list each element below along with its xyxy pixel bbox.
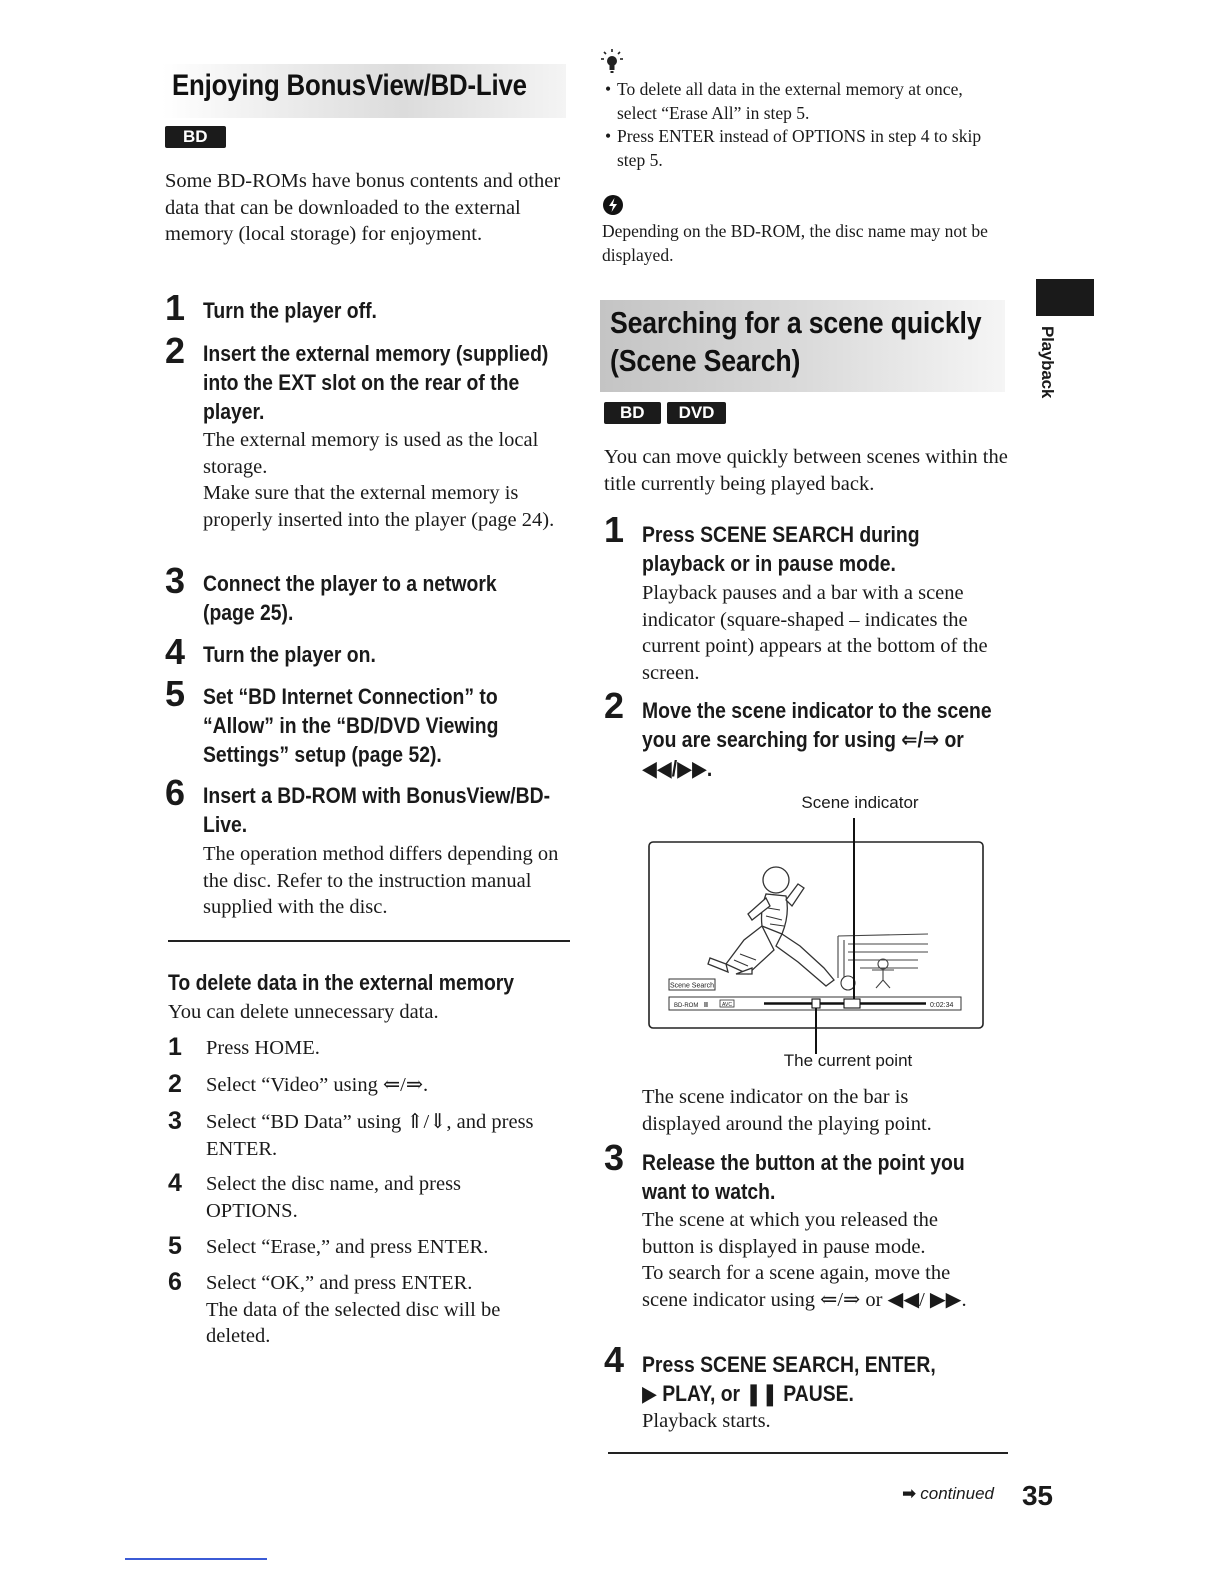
scene-search-figure [648, 818, 986, 1064]
bd-badge: BD [604, 402, 661, 424]
continued-label: continued [920, 1484, 994, 1503]
osd-scene-search-label: Scene Search [670, 982, 714, 990]
section-title-bonusview: Enjoying BonusView/BD-Live [162, 64, 566, 118]
scene-search-illustration [648, 818, 986, 1064]
dvd-badge: DVD [667, 402, 727, 424]
osd-mode: AVC [722, 1002, 732, 1008]
hint-icon [600, 48, 624, 76]
scene-indicator-marker [844, 999, 860, 1008]
osd-time: 0:02:34 [930, 1002, 954, 1009]
current-point-label: The current point [783, 1051, 913, 1070]
tip-2: • Press ENTER instead of OPTIONS in step 4 to skip step 5. [605, 126, 982, 170]
delete-intro: You can delete unnecessary data. [168, 1001, 439, 1023]
delete-heading: To delete data in the external memory [168, 970, 515, 995]
scene-indicator-label: Scene indicator [801, 793, 919, 812]
arrow-right-icon: ➡ [902, 1484, 917, 1503]
osd-disc-type: BD-ROM [674, 1003, 699, 1009]
side-tab-label: Playback [1038, 326, 1057, 399]
bd-badge: BD [165, 126, 232, 148]
caution-icon [602, 194, 624, 216]
osd-pause-mark: II [704, 1002, 708, 1009]
footer-line [125, 1558, 267, 1560]
continued-marker [902, 1484, 1014, 1510]
page-number: 35 [1022, 1480, 1053, 1511]
divider [168, 940, 570, 942]
bonusview-intro: Some BD-ROMs have bonus contents and other data that can be downloaded to the external memory (local storage) for enjoyment. [165, 170, 561, 245]
format-badges [604, 402, 732, 424]
side-tab-block [1036, 279, 1094, 316]
bottom-divider [608, 1452, 1008, 1454]
scene-search-intro: You can move quickly between scenes within the title currently being played back. [604, 446, 1008, 495]
section-title-scene-search: Searching for a scene quickly (Scene Search) [600, 300, 1005, 392]
tip-1: • To delete all data in the external memory at once, select “Erase All” in step 5. [605, 79, 963, 123]
figure-caption: The scene indicator on the bar is displayed around the playing point. [642, 1086, 932, 1135]
caution-note: Depending on the BD-ROM, the disc name may not be displayed. [602, 221, 988, 265]
current-point-marker [812, 999, 820, 1008]
